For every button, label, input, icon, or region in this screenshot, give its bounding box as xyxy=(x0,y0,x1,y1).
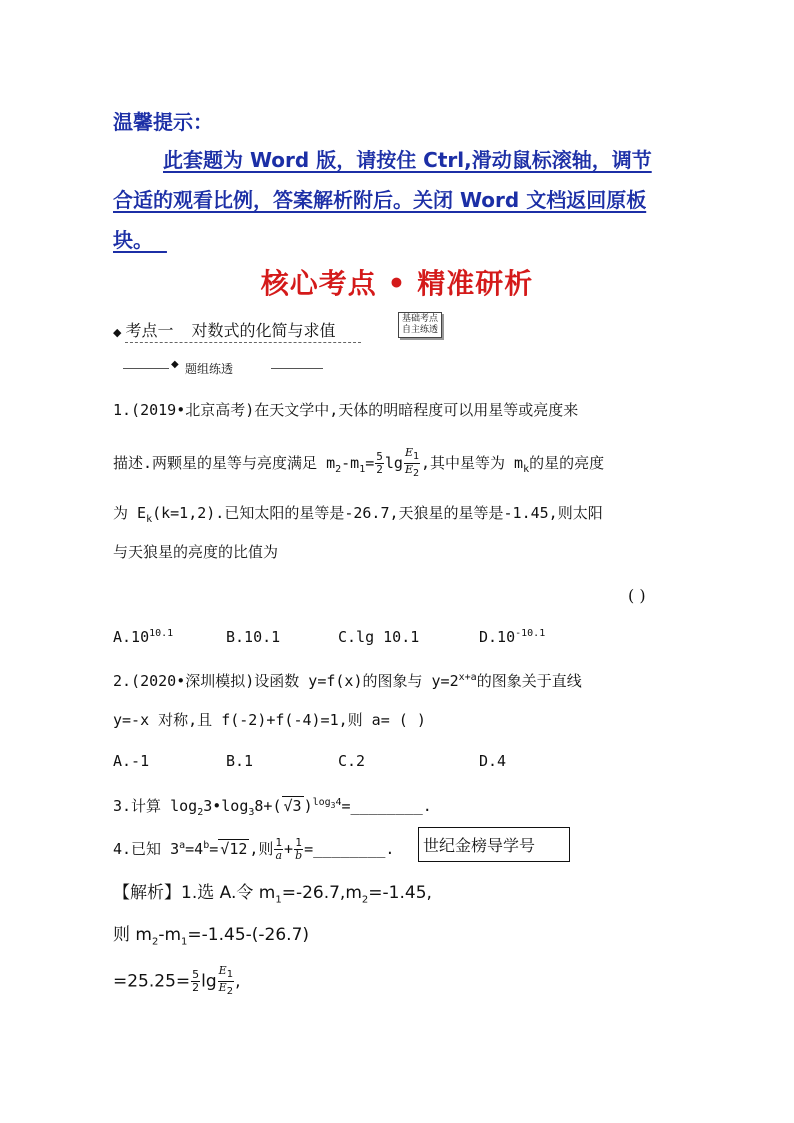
q3-text: =________. xyxy=(341,797,432,815)
q2-option-b: B.1 xyxy=(226,752,254,770)
q3-line: 3.计算 $\log_23•\log_38+$( √3 )$^{log_34}$=________. xyxy=(113,797,432,818)
q2-sup: x+a xyxy=(458,672,477,683)
option-text: A.10 xyxy=(113,628,150,646)
q4-text: 12 xyxy=(229,840,248,858)
q3-text: ) xyxy=(303,797,313,815)
badge-line-2: 自主练透 xyxy=(402,325,439,335)
q2-option-c: C.2 xyxy=(338,752,366,770)
subheading-text: 题组练透 xyxy=(185,362,234,376)
badge-line-1: 基础考点 xyxy=(402,314,439,324)
q4-sup: b xyxy=(203,840,210,851)
q3-text: 3 xyxy=(292,797,302,815)
q2-text: 的图象关于直线 xyxy=(476,672,582,690)
tip-line-2: 合适的观看比例，答案解析附后。关闭 Word 文档返回原板 xyxy=(113,188,647,212)
tip-line-3 xyxy=(113,220,688,260)
q1-line-3: 为 $E_k(k=1,2)$.已知太阳的星等是-26.7,天狼星的星等是-1.45,则太阳 xyxy=(113,504,603,525)
q4-text: = xyxy=(209,840,219,858)
q2-option-d: D.4 xyxy=(479,752,507,770)
q1-option-d xyxy=(479,628,545,646)
divider xyxy=(123,368,169,369)
solution-text: 【解析】1.选 A.令 m xyxy=(113,883,276,903)
solution-text: , xyxy=(235,971,241,992)
q1-text: lg xyxy=(384,454,403,473)
sqrt: √12 xyxy=(220,840,248,858)
q2-line-2: y=-x 对称,且 f(-2)+f(-4)=1,则 a= ( ) xyxy=(113,711,426,729)
divider xyxy=(271,368,323,369)
q1-line-4: 与天狼星的亮度的比值为 xyxy=(113,543,279,561)
fraction: $\frac{5}{2}$ xyxy=(192,968,200,995)
fraction: $\frac{5}{2}$ xyxy=(376,450,383,477)
q4-text: 4.已知 3 xyxy=(113,840,180,858)
brand-box: 世纪金榜导学号 xyxy=(418,827,570,862)
tip-title: 温馨提示： xyxy=(113,110,213,134)
fraction: $\frac{1}{b}$ xyxy=(295,836,303,862)
solution-line-1: 【解析】1.选 A.令 $m_1=-26.7,m_2=-1.45$, xyxy=(113,883,432,906)
q1-text: (k=1,2).已知太阳的星等是-26.7,天狼星的星等是-1.45,则太阳 xyxy=(152,504,603,522)
topic-title: 对数式的化简与求值 xyxy=(191,321,336,340)
q4-text: ,则 xyxy=(249,840,274,858)
q4-sup: a xyxy=(179,840,186,851)
solution-text: -m xyxy=(158,925,182,945)
q2-option-a: A.-1 xyxy=(113,752,150,770)
q1-text: -m xyxy=(341,454,360,473)
solution-text: =-26.7,m xyxy=(281,883,362,903)
fraction: $\frac{E_1}{E_2}$ xyxy=(218,964,234,998)
q1-option-b: B.10.1 xyxy=(226,628,281,646)
option-text: D.10 xyxy=(479,628,516,646)
subheading xyxy=(113,358,323,378)
solution-text: =-1.45-(-26.7) xyxy=(187,925,310,945)
q1-line-1: 1.(2019•北京高考)在天文学中,天体的明暗程度可以用星等或亮度来 xyxy=(113,401,579,419)
q2-text: 2.(2020•深圳模拟)设函数 y=f(x)的图象与 y=2 xyxy=(113,672,459,690)
q3-text: log xyxy=(312,797,331,808)
q4-text: =4 xyxy=(185,840,204,858)
tip-line-3-text: 块。 xyxy=(113,228,153,252)
q1-option-c: C.lg 10.1 xyxy=(338,628,420,646)
fraction: $\frac{E_1}{E_2}$ xyxy=(404,446,419,480)
q2-line-1 xyxy=(113,668,582,691)
q1-text: 的星的亮度 xyxy=(529,454,605,473)
solution-text: 则 m xyxy=(113,925,152,945)
solution-text: lg xyxy=(201,971,217,992)
q1-text: 描述.两颗星的星等与亮度满足 m xyxy=(113,454,336,473)
fraction: $\frac{1}{a}$ xyxy=(275,836,283,862)
q3-text: 3.计算 log xyxy=(113,797,198,815)
topic-label: 考点一 xyxy=(125,321,174,340)
q4-line: 4.已知 $3^a=4^b= √12$ ,则 $\frac{1}{a}$ + $\frac{1}{b}$ =________. xyxy=(113,836,395,862)
q4-text: =________. xyxy=(304,840,395,858)
option-sup: -10.1 xyxy=(515,628,546,639)
sqrt: √3 xyxy=(283,797,302,815)
diamond-icon: ◆ xyxy=(171,359,179,370)
solution-text: =25.25= xyxy=(113,971,191,992)
tip-line-1: 此套题为 Word 版，请按住 Ctrl,滑动鼠标滚轴，调节 xyxy=(163,148,652,172)
solution-line-3 xyxy=(113,965,240,998)
solution-line-2: 则 $m_2-m_1=-1.45-(-26.7)$ xyxy=(113,925,310,948)
option-sup: 10.1 xyxy=(149,628,174,639)
q3-text: 3•log xyxy=(203,797,249,815)
q1-text: = xyxy=(365,454,375,473)
topic-badge xyxy=(398,312,442,338)
section-banner: 核心考点 • 精准研析 xyxy=(260,267,534,300)
tip-body xyxy=(113,140,688,260)
solution-text: =-1.45, xyxy=(368,883,432,903)
topic-heading xyxy=(113,318,361,341)
diamond-icon: ◆ xyxy=(113,326,122,339)
q1-line-2: 描述.两颗星的星等与亮度满足 $m_2-m_1=$ $\frac{5}{2}$ lg $\frac{E_1}{E_2}$ ,其中星等为 $m_k$的星的亮度 xyxy=(113,446,605,480)
q3-text: 4 xyxy=(335,797,342,808)
q1-text: 为 E xyxy=(113,504,147,522)
answer-blank: ( ) xyxy=(628,586,646,605)
q3-text: 8+( xyxy=(254,797,282,815)
q1-text: ,其中星等为 m xyxy=(421,454,524,473)
q1-option-a xyxy=(113,628,173,646)
